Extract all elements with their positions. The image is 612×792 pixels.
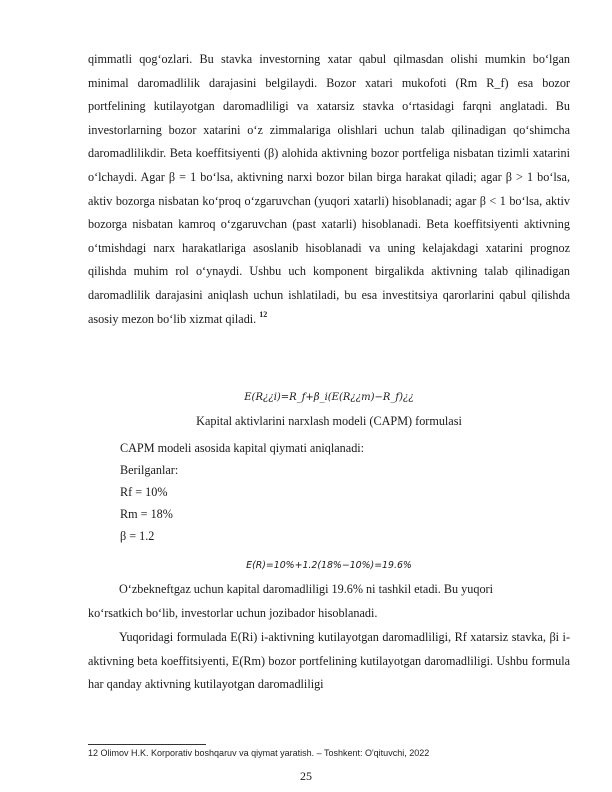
body-paragraph-1	[88, 48, 570, 331]
given-beta: β = 1.2	[120, 529, 155, 543]
paragraph-3-line-1: O‘zbekneftgaz uchun kapital daromadliligi 19.6% ni tashkil etadi. Bu yuqori	[119, 582, 493, 596]
page-number: 25	[300, 769, 312, 783]
capm-intro-line: CAPM modeli asosida kapital qiymati aniqlanadi:	[120, 441, 365, 455]
footnote-divider	[88, 744, 206, 745]
formula-caption: Kapital aktivlarini narxlash modeli (CAPM) formulasi	[196, 414, 462, 428]
given-data-block	[120, 437, 364, 547]
paragraph-1-text: qimmatli qog‘ozlari. Bu stavka investorning xatar qabul qilmasdan olishi mumkin bo‘lgan minimal daromadlilik darajasini belgilaydi. Bozor xatari mukofoti (Rm R_f) esa bozor portfelining kutilayotgan daromadliligi va xatarsiz stavka o‘rtasidagi farqni anglatadi. Bu investorlarning bozor xatarini o‘z zimmalariga olishlari uchun talab qilinadigan qo‘shimcha daromadlilikdir. Beta koeffitsiyenti (β) alohida aktivning bozor portfeliga nisbatan tizimli xatarini o‘lchaydi. Agar β = 1 bo‘lsa, aktivning narxi bozor bilan birga harakat qiladi; agar β > 1 bo‘lsa, aktiv bozorga nisbatan ko‘proq o‘zgaruvchan (yuqori xatarli) hisoblanadi; agar β < 1 bo‘lsa, aktiv bozorga nisbatan kamroq o‘zgaruvchan (past xatarli) hisoblanadi. Beta koeffitsiyenti aktivning o‘tmishdagi narx harakatlariga asoslanib hisoblanadi va uning kelajakdagi xatarini prognoz qilishda muhim rol o‘ynaydi. Ushbu uch komponent birgalikda aktivning talab qilinadigan daromadlilik darajasini aniqlash uchun ishlatiladi, bu esa investitsiya qarorlarini qabul qilishda asosiy mezon bo‘lib xizmat qiladi.	[88, 52, 570, 326]
given-rm: Rm = 18%	[120, 507, 173, 521]
footnote: 12 Olimov H.K. Korporativ boshqaruv va qiymat yaratish. – Toshkent: O'qituvchi, 2022	[88, 748, 430, 758]
given-label: Berilganlar:	[120, 463, 179, 477]
document-page	[88, 48, 570, 331]
paragraph-3-line-2: ko‘rsatkich bo‘lib, investorlar uchun jozibador hisoblanadi.	[88, 605, 378, 620]
given-rf: Rf = 10%	[120, 485, 168, 499]
footnote-reference[interactable]: 12	[259, 309, 268, 319]
calculation-formula: E(R)=10%+1.2(18%−10%)=19.6%	[246, 560, 412, 571]
body-paragraph-3	[88, 578, 570, 625]
paragraph-4-text: Yuqoridagi formulada E(Ri) i-aktivning kutilayotgan daromadliligi, Rf xatarsiz stavka, βi i-aktivning beta koeffitsiyenti, E(Rm) bozor portfelining kutilayotgan daromadliligi. Ushbu formula har qanday aktivning kutilayotgan daromadliligi	[88, 630, 570, 692]
body-paragraph-4	[88, 626, 570, 697]
capm-formula: E(R¿¿i)=R_f+β_i(E(R¿¿m)−R_f)¿¿	[244, 392, 414, 403]
